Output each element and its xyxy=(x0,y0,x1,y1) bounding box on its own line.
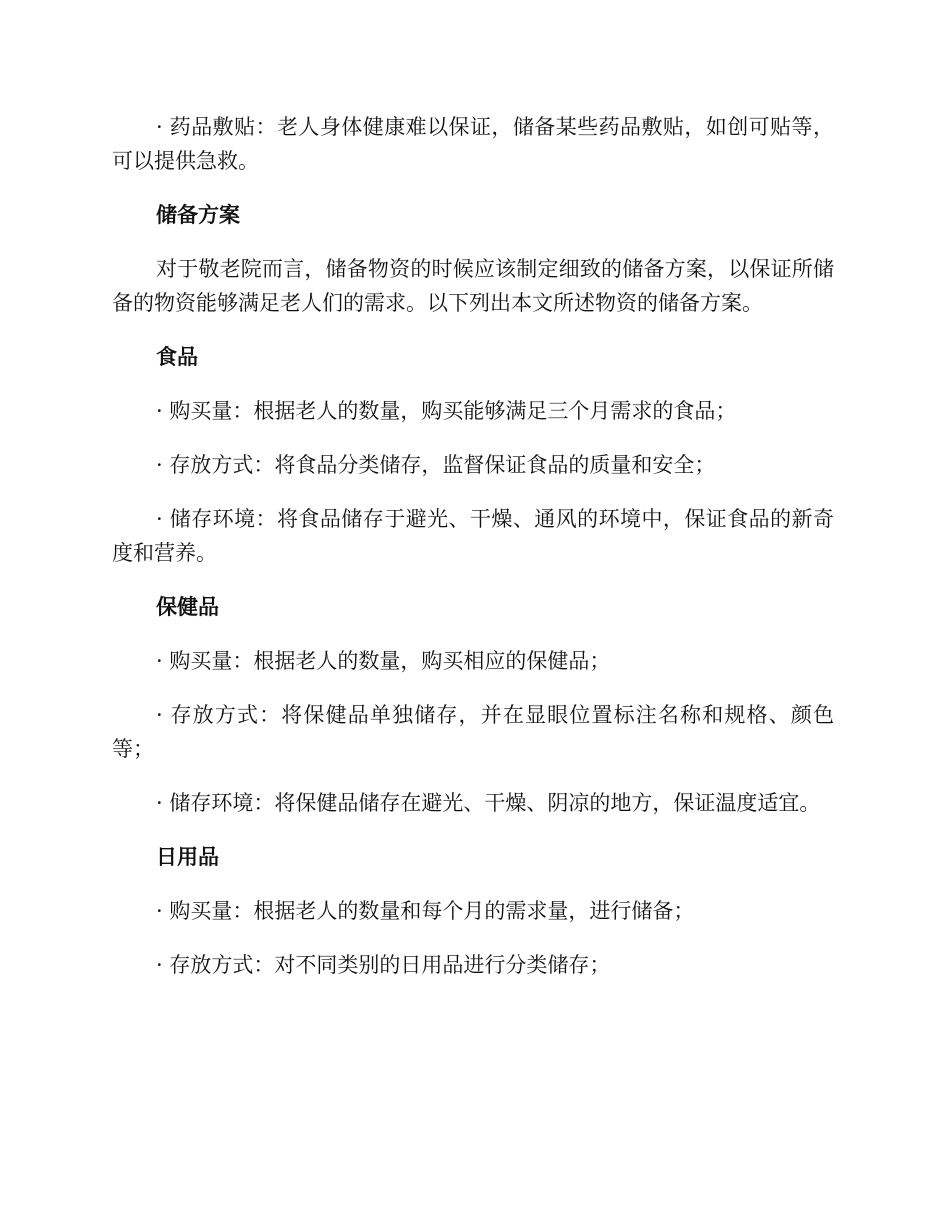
section-heading-storage-plan: 储备方案 xyxy=(156,203,240,227)
bullet-daily-purchase-quantity: · 购买量：根据老人的数量和每个月的需求量，进行储备； xyxy=(156,899,695,923)
section-heading-health-products: 保健品 xyxy=(156,595,219,619)
bullet-daily-storage-method: · 存放方式：对不同类别的日用品进行分类储存； xyxy=(156,953,611,977)
document-body xyxy=(112,110,834,1002)
storage-plan-intro: 对于敬老院而言，储备物资的时候应该制定细致的储备方案，以保证所储备的物资能够满足老人们的需求。以下列出本文所述物资的储备方案。 xyxy=(112,257,834,315)
section-heading-food: 食品 xyxy=(156,345,198,369)
bullet-food-storage-method: · 存放方式：将食品分类储存，监督保证食品的质量和安全； xyxy=(156,453,716,477)
bullet-health-purchase-quantity: · 购买量：根据老人的数量，购买相应的保健品； xyxy=(156,649,611,673)
bullet-food-storage-environment: · 储存环境：将食品储存于避光、干燥、通风的环境中，保证食品的新奇度和营养。 xyxy=(112,507,834,565)
bullet-health-storage-environment: · 储存环境：将保健品储存在避光、干燥、阴凉的地方，保证温度适宜。 xyxy=(156,791,821,815)
bullet-health-storage-method: · 存放方式：将保健品单独储存，并在显眼位置标注名称和规格、颜色等； xyxy=(112,703,834,761)
bullet-food-purchase-quantity: · 购买量：根据老人的数量，购买能够满足三个月需求的食品； xyxy=(156,399,737,423)
bullet-medicine-plasters: · 药品敷贴：老人身体健康难以保证，储备某些药品敷贴，如创可贴等，可以提供急救。 xyxy=(112,115,834,173)
section-heading-daily-necessities: 日用品 xyxy=(156,845,219,869)
